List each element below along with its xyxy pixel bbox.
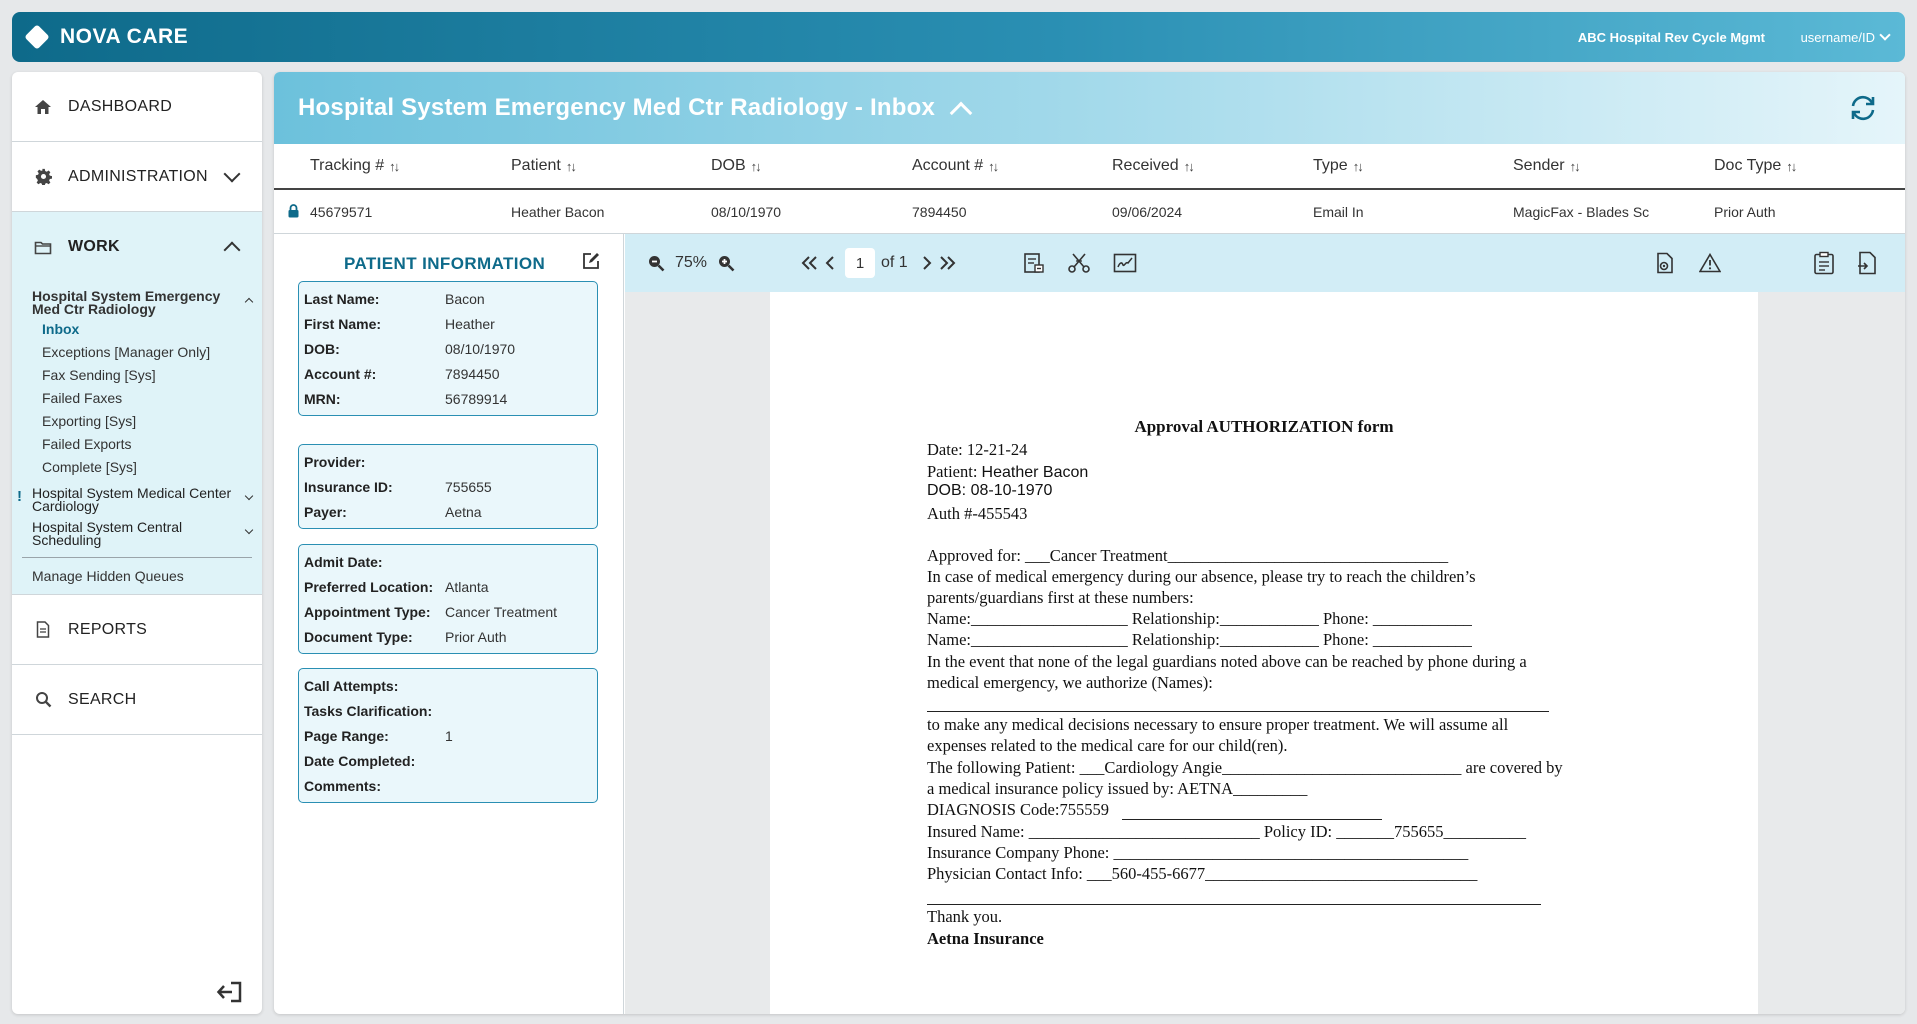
refresh-icon[interactable] — [1847, 92, 1879, 124]
document-policy: a medical insurance policy issued by: AETNA_________ — [927, 779, 1308, 798]
nav-administration[interactable] — [12, 142, 262, 212]
field-label: DOB: — [304, 340, 340, 357]
queue-name: Hospital System Medical Center Cardiology — [32, 485, 232, 514]
cell-account: 7894450 — [912, 203, 967, 220]
queue-name: Hospital System Central Scheduling — [32, 519, 183, 548]
document-thanks: Thank you. — [927, 907, 1003, 926]
page-count: of 1 — [881, 254, 908, 271]
document-approved-for: Approved for: ___Cancer Treatment__________________________________ — [927, 546, 1449, 565]
nav-search-label: SEARCH — [68, 690, 137, 708]
patient-information-panel — [274, 234, 624, 1014]
nav-work[interactable] — [12, 212, 262, 282]
logo-diamond-icon — [24, 24, 49, 49]
column-label: Patient — [511, 157, 561, 174]
field-value[interactable]: Bacon — [445, 290, 485, 307]
document-physician-contact: Physician Contact Info: ___560-455-6677_________________________________ — [927, 864, 1478, 883]
blank-line — [1122, 819, 1382, 820]
next-page-icon[interactable] — [922, 255, 932, 271]
document-contact-line: Name:___________________ Relationship:____________ Phone: ____________ — [927, 609, 1472, 628]
viewer-toolbar — [625, 234, 1905, 292]
queue-folder-complete[interactable]: Complete [Sys] — [42, 459, 137, 475]
field-value[interactable]: 08/10/1970 — [445, 340, 516, 357]
file-settings-icon[interactable] — [1655, 234, 1677, 292]
column-label: Received — [1112, 157, 1179, 174]
folder-icon — [32, 240, 54, 255]
table-row[interactable] — [274, 190, 1905, 234]
field-label: Last Name: — [304, 290, 380, 307]
document-text: to make any medical decisions necessary to ensure proper treatment. We will assume all — [927, 715, 1509, 734]
brand-name: NOVA CARE — [60, 25, 189, 48]
field-value[interactable]: 7894450 — [445, 365, 500, 382]
patient-information-title: PATIENT INFORMATION — [344, 254, 546, 273]
document-insured: Insured Name: ____________________________ Policy ID: _______755655__________ — [927, 822, 1527, 841]
zoom-controls — [647, 234, 735, 292]
cell-doc-type: Prior Auth — [1714, 203, 1776, 220]
column-tracking[interactable] — [310, 144, 398, 188]
field-page-range — [299, 723, 597, 748]
document-viewer — [625, 234, 1905, 1014]
organization-name: ABC Hospital Rev Cycle Mgmt — [1577, 29, 1765, 45]
zoom-level: 75% — [675, 254, 708, 271]
export-document-icon[interactable] — [1857, 234, 1879, 292]
field-account — [299, 361, 597, 386]
previous-page-icon[interactable] — [825, 255, 835, 271]
column-label: DOB — [711, 157, 746, 174]
field-label: MRN: — [304, 390, 341, 407]
nav-reports-label: REPORTS — [68, 620, 148, 638]
page-title: Hospital System Emergency Med Ctr Radiology - Inbox — [298, 94, 935, 121]
top-bar — [12, 12, 1905, 62]
table-header — [274, 144, 1905, 190]
field-comments — [299, 773, 597, 798]
document-icon — [32, 621, 54, 638]
page-number-input[interactable]: 1 — [845, 248, 875, 278]
queue-folder-inbox[interactable]: Inbox — [42, 321, 80, 337]
manage-hidden-queues-link[interactable]: Manage Hidden Queues — [22, 557, 252, 586]
chevron-down-icon[interactable] — [245, 526, 253, 534]
field-call-attempts — [299, 673, 597, 698]
field-value[interactable]: Heather — [445, 315, 495, 332]
home-icon — [32, 99, 54, 115]
sort-icon: ↑↓ — [389, 158, 399, 174]
field-value[interactable]: Atlanta — [445, 578, 489, 595]
field-value[interactable]: Cancer Treatment — [445, 603, 558, 620]
column-dob[interactable] — [711, 144, 760, 188]
field-value[interactable]: Aetna — [445, 503, 482, 520]
field-label: Insurance ID: — [304, 478, 393, 495]
document-canvas[interactable] — [625, 292, 1905, 1014]
field-tasks-clarification — [299, 698, 597, 723]
document-auth-number: Auth #-455543 — [927, 504, 1028, 523]
field-label: Call Attempts: — [304, 677, 399, 694]
field-provider — [299, 449, 597, 474]
sort-icon: ↑↓ — [1183, 158, 1193, 174]
document-text: In the event that none of the legal guardians noted above can be reached by phone during a — [927, 652, 1527, 671]
zoom-in-icon[interactable] — [717, 254, 735, 272]
insurance-card — [298, 444, 598, 529]
sort-icon: ↑↓ — [1569, 158, 1579, 174]
chevron-up-icon[interactable] — [224, 242, 241, 259]
lock-icon — [288, 204, 299, 218]
queue-folder-exporting[interactable]: Exporting [Sys] — [42, 413, 137, 429]
cell-sender: MagicFax - Blades Sc — [1513, 203, 1650, 220]
tasks-card — [298, 668, 598, 803]
nav-dashboard-label: DASHBOARD — [68, 97, 173, 115]
document-text: medical emergency, we authorize (Names): — [927, 673, 1213, 692]
sort-icon: ↑↓ — [1352, 158, 1362, 174]
main-panel — [274, 72, 1905, 1014]
field-last-name — [299, 286, 597, 311]
brand-logo[interactable] — [28, 25, 188, 49]
document-text: In case of medical emergency during our absence, please try to reach the children’s — [927, 567, 1476, 586]
field-insurance-id — [299, 474, 597, 499]
clipboard-icon[interactable] — [1813, 234, 1835, 292]
field-admit-date — [299, 549, 597, 574]
column-sender[interactable] — [1513, 144, 1579, 188]
queue-header — [274, 72, 1905, 144]
queue-folder-exceptions[interactable]: Exceptions [Manager Only] — [42, 344, 211, 360]
patient-demographics-card — [298, 281, 598, 416]
document-patient — [927, 462, 1088, 482]
zoom-out-icon[interactable] — [647, 254, 665, 272]
field-label: Appointment Type: — [304, 603, 431, 620]
column-type[interactable] — [1313, 144, 1362, 188]
field-label: Payer: — [304, 503, 347, 520]
field-value[interactable]: 755655 — [445, 478, 492, 495]
cell-type: Email In — [1313, 203, 1364, 220]
chevron-down-icon[interactable] — [224, 165, 241, 182]
field-first-name — [299, 311, 597, 336]
field-appointment-type — [299, 599, 597, 624]
field-dob — [299, 336, 597, 361]
column-patient[interactable] — [511, 144, 575, 188]
user-menu[interactable] — [1801, 30, 1889, 45]
queue-folder-failed-faxes[interactable]: Failed Faxes — [42, 390, 123, 406]
field-date-completed — [299, 748, 597, 773]
logout-icon[interactable] — [216, 980, 244, 1004]
chevron-down-icon — [1879, 29, 1890, 40]
sort-icon: ↑↓ — [988, 158, 998, 174]
cell-received: 09/06/2024 — [1112, 203, 1183, 220]
sidebar — [12, 72, 262, 1014]
document-following-patient: The following Patient: ___Cardiology Angie_____________________________ are covered by — [927, 758, 1563, 777]
chevron-up-icon[interactable] — [950, 102, 973, 125]
document-contact-line: Name:___________________ Relationship:____________ Phone: ____________ — [927, 630, 1472, 649]
nav-administration-label: ADMINISTRATION — [68, 167, 208, 185]
document-dob: DOB: 08-10-1970 — [927, 482, 1053, 499]
column-account[interactable] — [912, 144, 997, 188]
column-label: Sender — [1513, 157, 1565, 174]
blank-line — [927, 711, 1549, 712]
field-label: Provider: — [304, 453, 366, 470]
scissors-icon[interactable] — [1067, 234, 1091, 292]
warning-icon[interactable] — [1699, 234, 1721, 292]
column-doc-type[interactable] — [1714, 144, 1795, 188]
column-label: Tracking # — [310, 157, 385, 174]
field-label: Page Range: — [304, 727, 389, 744]
nav-reports[interactable] — [12, 595, 262, 665]
queue-folder-failed-exports[interactable]: Failed Exports — [42, 436, 132, 452]
appointment-card — [298, 544, 598, 654]
blank-line — [927, 904, 1541, 905]
page-navigation — [801, 234, 956, 292]
field-value[interactable]: 1 — [445, 727, 453, 744]
cell-patient: Heather Bacon — [511, 203, 605, 220]
column-label: Doc Type — [1714, 157, 1782, 174]
sort-icon: ↑↓ — [750, 158, 760, 174]
signature-icon[interactable] — [1113, 234, 1137, 292]
field-label: Preferred Location: — [304, 578, 434, 595]
document-signoff: Aetna Insurance — [927, 929, 1044, 948]
column-label: Account # — [912, 157, 984, 174]
cell-tracking: 45679571 — [310, 203, 373, 220]
field-value[interactable]: Prior Auth — [445, 628, 507, 645]
work-queues-panel — [12, 282, 262, 595]
field-payer — [299, 499, 597, 524]
document-diagnosis: DIAGNOSIS Code:755559 — [927, 800, 1109, 819]
edit-icon[interactable] — [582, 252, 600, 270]
field-label: Comments: — [304, 777, 382, 794]
last-page-icon[interactable] — [938, 255, 956, 271]
document-date: Date: 12-21-24 — [927, 440, 1028, 459]
patient-label: Patient: — [927, 462, 982, 481]
field-label: Document Type: — [304, 628, 413, 645]
queue-emergency-radiology[interactable] — [12, 290, 262, 316]
field-label: First Name: — [304, 315, 382, 332]
chevron-down-icon[interactable] — [245, 492, 253, 500]
nav-dashboard[interactable] — [12, 72, 262, 142]
field-preferred-location — [299, 574, 597, 599]
gear-icon — [32, 168, 54, 185]
queue-folder-list — [12, 318, 262, 479]
cell-dob: 08/10/1970 — [711, 203, 782, 220]
split-document-icon[interactable] — [1023, 234, 1045, 292]
field-label: Admit Date: — [304, 553, 383, 570]
sort-icon: ↑↓ — [1786, 158, 1796, 174]
field-mrn — [299, 386, 597, 411]
nav-work-label: WORK — [68, 238, 120, 255]
field-label: Tasks Clarification: — [304, 702, 433, 719]
field-label: Account #: — [304, 365, 377, 382]
column-label: Type — [1313, 157, 1348, 174]
nav-search[interactable] — [12, 665, 262, 735]
queue-folder-fax-sending[interactable]: Fax Sending [Sys] — [42, 367, 156, 383]
document-insurance-phone: Insurance Company Phone: ___________________________________________ — [927, 843, 1469, 862]
field-document-type — [299, 624, 597, 649]
chevron-up-icon[interactable] — [245, 298, 253, 306]
document-title: Approval AUTHORIZATION form — [1134, 417, 1394, 436]
alert-icon: ! — [17, 488, 22, 505]
user-name: username/ID — [1800, 29, 1875, 45]
queue-medical-center-cardiology[interactable] — [12, 487, 262, 513]
search-icon — [32, 691, 54, 708]
document-text: expenses related to the medical care for our child(ren). — [927, 736, 1288, 755]
document-page — [770, 292, 1758, 1014]
document-text: parents/guardians first at these numbers: — [927, 588, 1194, 607]
field-label: Date Completed: — [304, 752, 416, 769]
patient-name-typed: Heather Bacon — [981, 464, 1089, 481]
queue-central-scheduling[interactable] — [12, 521, 262, 547]
sort-icon: ↑↓ — [565, 158, 575, 174]
first-page-icon[interactable] — [801, 255, 819, 271]
field-value[interactable]: 56789914 — [445, 390, 508, 407]
queue-name: Hospital System Emergency Med Ctr Radiology — [32, 288, 221, 317]
column-received[interactable] — [1112, 144, 1193, 188]
